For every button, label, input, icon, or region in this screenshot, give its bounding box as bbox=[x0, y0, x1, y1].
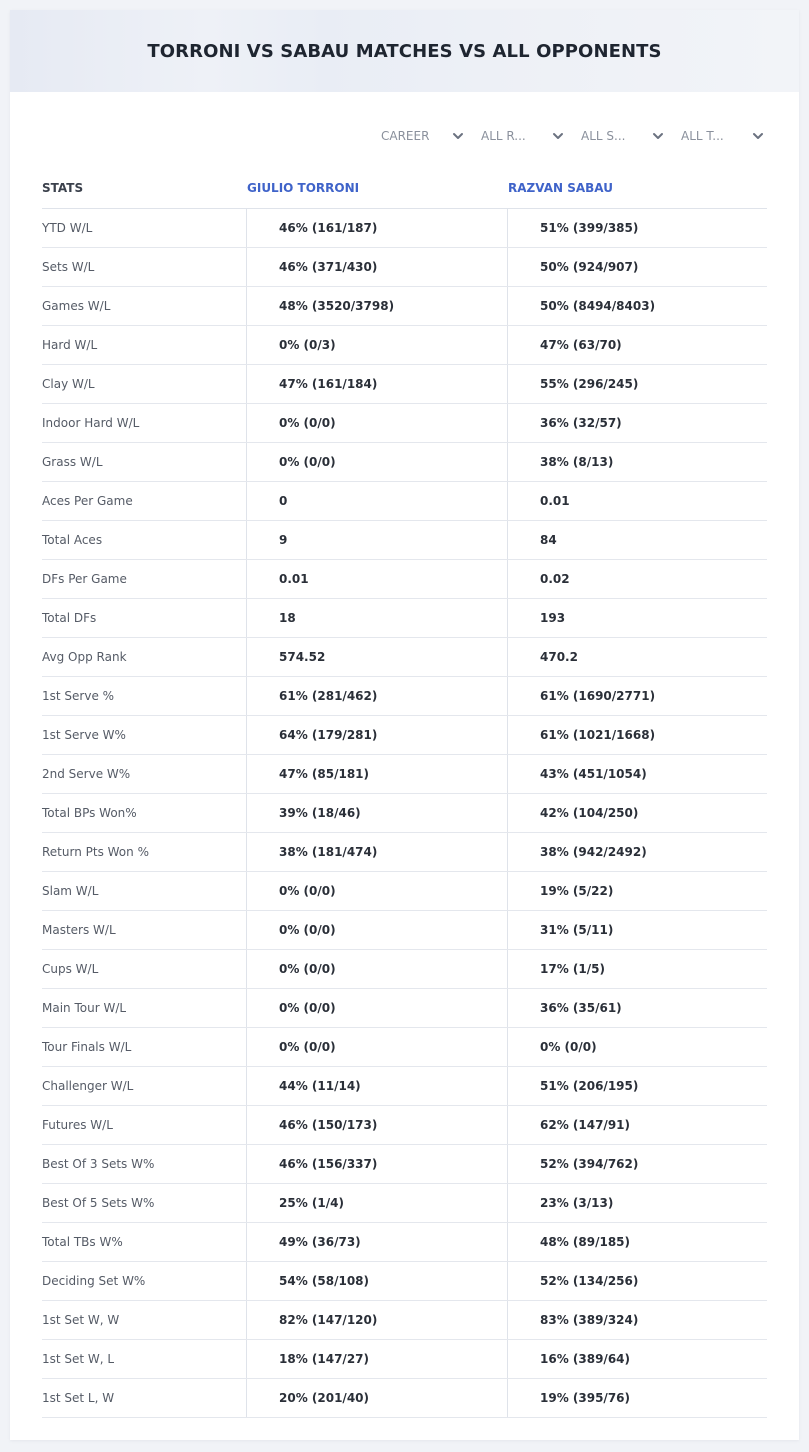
player-1-value: 46% (150/173) bbox=[247, 1106, 508, 1144]
player-1-value: 0% (0/0) bbox=[247, 443, 508, 481]
table-row bbox=[42, 599, 767, 638]
page-title: TORRONI VS SABAU MATCHES VS ALL OPPONENTS bbox=[147, 40, 662, 62]
table-row bbox=[42, 560, 767, 599]
stat-label: 1st Serve % bbox=[42, 677, 247, 715]
stat-label: Sets W/L bbox=[42, 248, 247, 286]
player-2-value: 470.2 bbox=[540, 650, 578, 664]
table-row bbox=[42, 677, 767, 716]
table-row bbox=[42, 521, 767, 560]
table-row bbox=[42, 872, 767, 911]
player-2-value: 52% (394/762) bbox=[540, 1157, 639, 1171]
table-row bbox=[42, 755, 767, 794]
player-1-value: 20% (201/40) bbox=[247, 1379, 508, 1417]
filter-tournament-label: ALL T... bbox=[681, 129, 724, 143]
player-1-value: 44% (11/14) bbox=[247, 1067, 508, 1105]
chevron-down-icon bbox=[651, 129, 665, 143]
player-2-value: 84 bbox=[540, 533, 557, 547]
player-2-value: 17% (1/5) bbox=[540, 962, 605, 976]
player-2-value: 51% (206/195) bbox=[540, 1079, 639, 1093]
stat-label: Challenger W/L bbox=[42, 1067, 247, 1105]
stat-label: Best Of 3 Sets W% bbox=[42, 1145, 247, 1183]
table-row bbox=[42, 1145, 767, 1184]
stat-label: Best Of 5 Sets W% bbox=[42, 1184, 247, 1222]
player-2-value: 55% (296/245) bbox=[540, 377, 639, 391]
table-row bbox=[42, 794, 767, 833]
stat-label: Cups W/L bbox=[42, 950, 247, 988]
player-2-value: 38% (8/13) bbox=[540, 455, 614, 469]
table-row bbox=[42, 1067, 767, 1106]
table-row bbox=[42, 833, 767, 872]
filter-surface-select[interactable] bbox=[567, 124, 667, 148]
stat-label: Hard W/L bbox=[42, 326, 247, 364]
player-1-value: 0% (0/0) bbox=[247, 872, 508, 910]
player-2-value: 50% (8494/8403) bbox=[540, 299, 656, 313]
player-2-value: 83% (389/324) bbox=[540, 1313, 639, 1327]
stat-label: Main Tour W/L bbox=[42, 989, 247, 1027]
filter-round-label: ALL R... bbox=[481, 129, 526, 143]
table-row bbox=[42, 1223, 767, 1262]
stat-label: Masters W/L bbox=[42, 911, 247, 949]
player-2-value: 51% (399/385) bbox=[540, 221, 639, 235]
table-row bbox=[42, 209, 767, 248]
player-2-value: 61% (1690/2771) bbox=[540, 689, 656, 703]
player-2-value: 23% (3/13) bbox=[540, 1196, 614, 1210]
player-2-value: 36% (32/57) bbox=[540, 416, 622, 430]
player-1-value: 574.52 bbox=[247, 638, 508, 676]
stat-label: Aces Per Game bbox=[42, 482, 247, 520]
table-row bbox=[42, 989, 767, 1028]
stat-label: 1st Set W, L bbox=[42, 1340, 247, 1378]
table-row bbox=[42, 482, 767, 521]
player-1-value: 46% (161/187) bbox=[247, 209, 508, 247]
player-1-value: 0% (0/0) bbox=[247, 950, 508, 988]
table-header bbox=[42, 168, 767, 209]
stat-label: Total DFs bbox=[42, 599, 247, 637]
stat-label: Avg Opp Rank bbox=[42, 638, 247, 676]
player-2-value: 52% (134/256) bbox=[540, 1274, 639, 1288]
player-1-value: 39% (18/46) bbox=[247, 794, 508, 832]
filter-surface-label: ALL S... bbox=[581, 129, 626, 143]
player-2-value: 193 bbox=[540, 611, 566, 625]
player-2-value: 0.01 bbox=[540, 494, 570, 508]
filter-period-select[interactable] bbox=[367, 124, 467, 148]
player-2-value: 42% (104/250) bbox=[540, 806, 639, 820]
table-row bbox=[42, 1184, 767, 1223]
player-2-value: 19% (395/76) bbox=[540, 1391, 630, 1405]
card-header bbox=[10, 10, 799, 92]
player-2-value: 61% (1021/1668) bbox=[540, 728, 656, 742]
filter-tournament-select[interactable] bbox=[667, 124, 767, 148]
player-1-value: 0% (0/0) bbox=[247, 1028, 508, 1066]
stat-label: DFs Per Game bbox=[42, 560, 247, 598]
player-1-value: 46% (371/430) bbox=[247, 248, 508, 286]
filter-period-label: CAREER bbox=[381, 129, 430, 143]
header-stats: STATS bbox=[42, 181, 84, 195]
stats-card bbox=[10, 10, 799, 1440]
stat-label: Total TBs W% bbox=[42, 1223, 247, 1261]
stat-label: Return Pts Won % bbox=[42, 833, 247, 871]
player-2-value: 43% (451/1054) bbox=[540, 767, 647, 781]
player-1-value: 47% (85/181) bbox=[247, 755, 508, 793]
player-1-value: 46% (156/337) bbox=[247, 1145, 508, 1183]
table-body bbox=[42, 209, 767, 1418]
player-1-value: 0 bbox=[247, 482, 508, 520]
player-1-value: 38% (181/474) bbox=[247, 833, 508, 871]
player-1-value: 54% (58/108) bbox=[247, 1262, 508, 1300]
header-player-1-link[interactable]: GIULIO TORRONI bbox=[247, 181, 360, 195]
table-row bbox=[42, 1028, 767, 1067]
chevron-down-icon bbox=[751, 129, 765, 143]
table-row bbox=[42, 638, 767, 677]
table-row bbox=[42, 1379, 767, 1418]
player-1-value: 0% (0/0) bbox=[247, 404, 508, 442]
chevron-down-icon bbox=[551, 129, 565, 143]
stat-label: 1st Serve W% bbox=[42, 716, 247, 754]
table-row bbox=[42, 1262, 767, 1301]
filter-round-select[interactable] bbox=[467, 124, 567, 148]
player-1-value: 82% (147/120) bbox=[247, 1301, 508, 1339]
player-1-value: 48% (3520/3798) bbox=[247, 287, 508, 325]
player-2-value: 0.02 bbox=[540, 572, 570, 586]
stats-table bbox=[42, 168, 767, 1418]
table-row bbox=[42, 248, 767, 287]
player-2-value: 19% (5/22) bbox=[540, 884, 614, 898]
player-2-value: 50% (924/907) bbox=[540, 260, 639, 274]
stat-label: Tour Finals W/L bbox=[42, 1028, 247, 1066]
player-1-value: 0.01 bbox=[247, 560, 508, 598]
table-row bbox=[42, 326, 767, 365]
stat-label: Grass W/L bbox=[42, 443, 247, 481]
table-row bbox=[42, 1106, 767, 1145]
stat-label: Indoor Hard W/L bbox=[42, 404, 247, 442]
stat-label: Games W/L bbox=[42, 287, 247, 325]
player-1-value: 47% (161/184) bbox=[247, 365, 508, 403]
player-1-value: 18% (147/27) bbox=[247, 1340, 508, 1378]
player-1-value: 0% (0/0) bbox=[247, 989, 508, 1027]
table-row bbox=[42, 950, 767, 989]
player-2-value: 48% (89/185) bbox=[540, 1235, 630, 1249]
table-row bbox=[42, 911, 767, 950]
chevron-down-icon bbox=[451, 129, 465, 143]
player-1-value: 0% (0/3) bbox=[247, 326, 508, 364]
table-row bbox=[42, 365, 767, 404]
player-1-value: 49% (36/73) bbox=[247, 1223, 508, 1261]
player-1-value: 61% (281/462) bbox=[247, 677, 508, 715]
player-2-value: 16% (389/64) bbox=[540, 1352, 630, 1366]
stat-label: YTD W/L bbox=[42, 209, 247, 247]
table-row bbox=[42, 1340, 767, 1379]
player-2-value: 0% (0/0) bbox=[540, 1040, 597, 1054]
stat-label: Deciding Set W% bbox=[42, 1262, 247, 1300]
stat-label: Clay W/L bbox=[42, 365, 247, 403]
table-row bbox=[42, 404, 767, 443]
header-player-2-link[interactable]: RAZVAN SABAU bbox=[508, 181, 613, 195]
player-2-value: 38% (942/2492) bbox=[540, 845, 647, 859]
stat-label: 1st Set W, W bbox=[42, 1301, 247, 1339]
player-2-value: 47% (63/70) bbox=[540, 338, 622, 352]
stat-label: 1st Set L, W bbox=[42, 1379, 247, 1417]
table-row bbox=[42, 1301, 767, 1340]
table-row bbox=[42, 443, 767, 482]
table-row bbox=[42, 716, 767, 755]
player-1-value: 64% (179/281) bbox=[247, 716, 508, 754]
stat-label: Total BPs Won% bbox=[42, 794, 247, 832]
stat-label: 2nd Serve W% bbox=[42, 755, 247, 793]
player-1-value: 0% (0/0) bbox=[247, 911, 508, 949]
filter-bar bbox=[367, 124, 767, 148]
player-2-value: 36% (35/61) bbox=[540, 1001, 622, 1015]
player-1-value: 18 bbox=[247, 599, 508, 637]
player-2-value: 31% (5/11) bbox=[540, 923, 614, 937]
stat-label: Total Aces bbox=[42, 521, 247, 559]
stat-label: Futures W/L bbox=[42, 1106, 247, 1144]
player-1-value: 25% (1/4) bbox=[247, 1184, 508, 1222]
player-1-value: 9 bbox=[247, 521, 508, 559]
player-2-value: 62% (147/91) bbox=[540, 1118, 630, 1132]
stat-label: Slam W/L bbox=[42, 872, 247, 910]
table-row bbox=[42, 287, 767, 326]
